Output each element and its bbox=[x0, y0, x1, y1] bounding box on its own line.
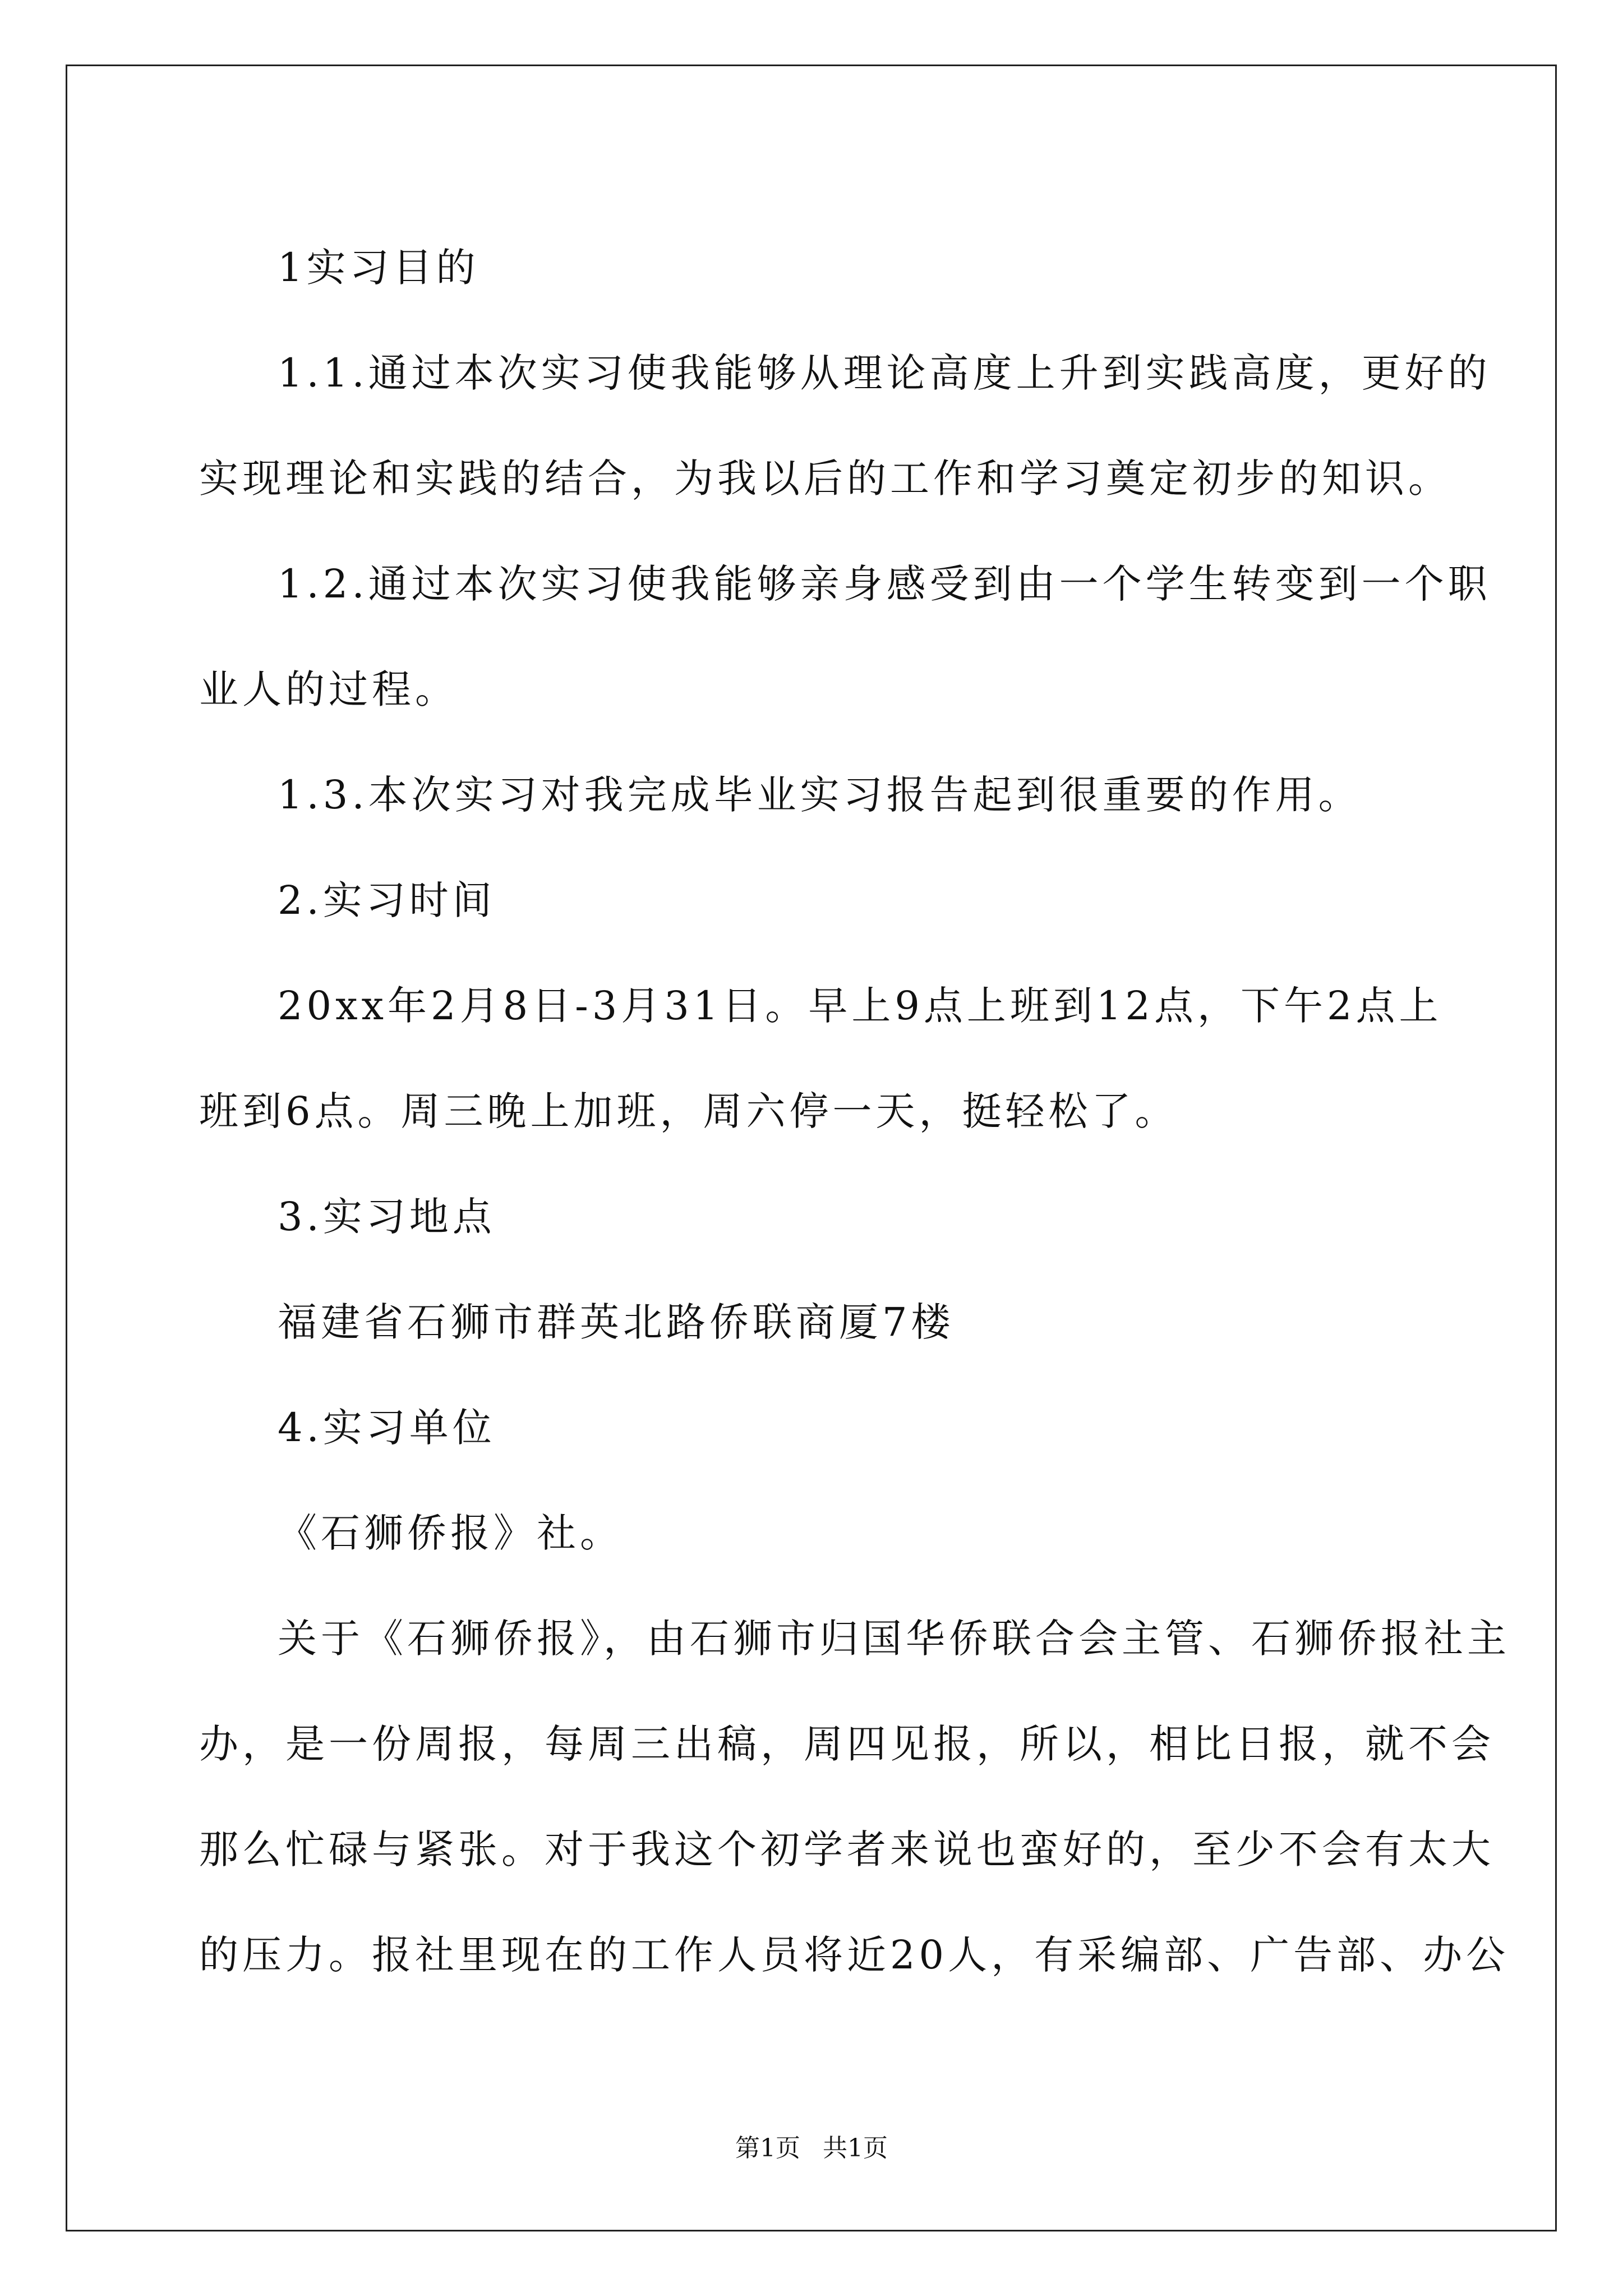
paragraph-line: 福建省石狮市群英北路侨联商厦7楼 bbox=[278, 1299, 955, 1345]
paragraph-line: 那么忙碌与紧张。对于我这个初学者来说也蛮好的，至少不会有太大 bbox=[199, 1826, 1495, 1872]
section-heading-3: 3.实习地点 bbox=[278, 1194, 496, 1240]
page-footer bbox=[0, 2132, 1623, 2165]
paragraph-line: 办，是一份周报，每周三出稿，周四见报，所以，相比日报，就不会 bbox=[199, 1721, 1495, 1767]
paragraph-line: 的压力。报社里现在的工作人员将近20人，有采编部、广告部、办公 bbox=[199, 1932, 1510, 1978]
paragraph-line: 业人的过程。 bbox=[199, 666, 458, 712]
page-number-total: 共1页 bbox=[823, 2134, 888, 2162]
paragraph-line: 实现理论和实践的结合，为我以后的工作和学习奠定初步的知识。 bbox=[199, 455, 1451, 501]
document-body bbox=[199, 215, 1510, 2008]
page-number-current: 第1页 bbox=[735, 2134, 800, 2162]
paragraph-line: 关于《石狮侨报》，由石狮市归国华侨联合会主管、石狮侨报社主 bbox=[278, 1616, 1510, 1662]
paragraph-line: 1.3.本次实习对我完成毕业实习报告起到很重要的作用。 bbox=[278, 772, 1362, 818]
paragraph-line: 班到6点。周三晚上加班，周六停一天，挺轻松了。 bbox=[199, 1088, 1178, 1134]
section-heading-4: 4.实习单位 bbox=[278, 1405, 496, 1451]
section-heading-1: 1实习目的 bbox=[278, 245, 479, 291]
section-heading-2: 2.实习时间 bbox=[278, 877, 496, 923]
paragraph-line: 《石狮侨报》社。 bbox=[278, 1510, 623, 1556]
paragraph-line: 20xx年2月8日-3月31日。早上9点上班到12点，下午2点上 bbox=[278, 983, 1442, 1029]
paragraph-line: 1.1.通过本次实习使我能够从理论高度上升到实践高度，更好的 bbox=[278, 350, 1491, 396]
paragraph-line: 1.2.通过本次实习使我能够亲身感受到由一个学生转变到一个职 bbox=[278, 561, 1491, 607]
